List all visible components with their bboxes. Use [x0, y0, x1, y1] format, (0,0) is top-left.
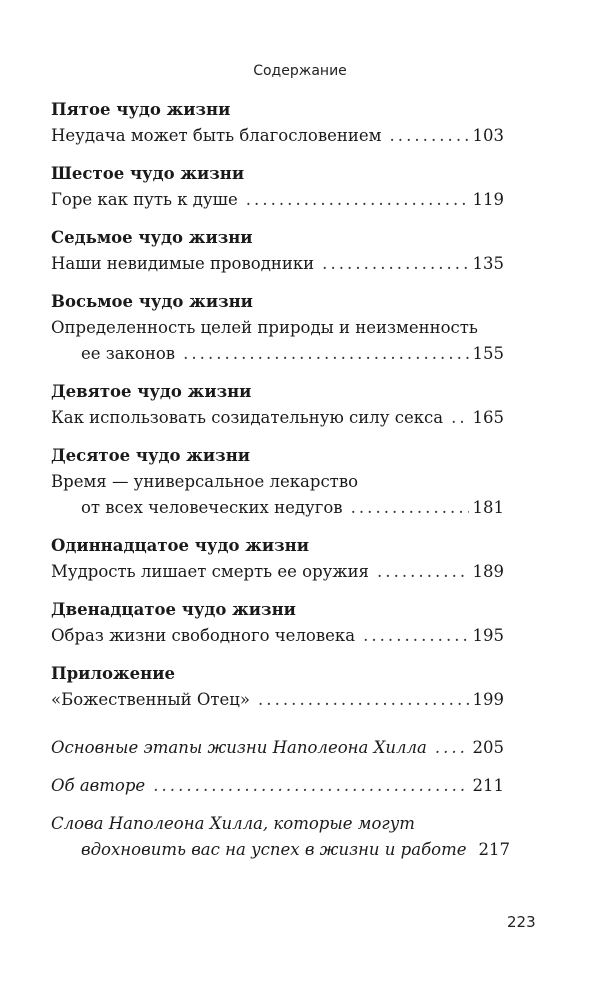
section-title: Двенадцатое чудо жизни — [51, 600, 296, 619]
entry-page: 217 — [478, 840, 510, 859]
entry-text-line1: Определенность целей природы и неизменность — [51, 318, 478, 337]
toc-extra — [51, 735, 504, 761]
entry-text: Основные этапы жизни Наполеона Хилла — [51, 738, 427, 757]
dot-leader — [363, 623, 468, 649]
entry-text: Мудрость лишает смерть ее оружия — [51, 562, 369, 581]
dot-leader — [451, 405, 468, 431]
toc-section — [51, 443, 504, 521]
dot-leader — [153, 773, 468, 799]
entry-page: 103 — [472, 126, 504, 145]
toc-section — [51, 597, 504, 649]
toc-entry[interactable] — [51, 559, 504, 585]
toc-extra — [51, 811, 510, 863]
dot-leader — [351, 495, 469, 521]
dot-leader — [258, 687, 468, 713]
toc-section — [51, 661, 504, 713]
entry-page: 119 — [472, 190, 504, 209]
toc-entry[interactable] — [51, 251, 504, 277]
toc-extra — [51, 773, 504, 799]
toc-entry[interactable] — [51, 341, 504, 367]
toc-entry[interactable] — [51, 773, 504, 799]
entry-page: 205 — [472, 738, 504, 757]
table-of-contents — [51, 97, 510, 875]
entry-page: 135 — [472, 254, 504, 273]
entry-text: от всех человеческих недугов — [81, 498, 343, 517]
entry-text: Неудача может быть благословением — [51, 126, 382, 145]
entry-page: 165 — [472, 408, 504, 427]
toc-entry[interactable] — [51, 623, 504, 649]
dot-leader — [435, 735, 469, 761]
entry-text-line1: Слова Наполеона Хилла, которые могут — [51, 814, 415, 833]
entry-text: Как использовать созидательную силу секса — [51, 408, 444, 427]
toc-entry[interactable] — [51, 687, 504, 713]
section-title: Одиннадцатое чудо жизни — [51, 536, 309, 555]
toc-entry[interactable] — [51, 735, 504, 761]
section-title: Девятое чудо жизни — [51, 382, 252, 401]
toc-section — [51, 289, 504, 367]
dot-leader — [377, 559, 469, 585]
toc-entry[interactable] — [51, 495, 504, 521]
section-title: Пятое чудо жизни — [51, 100, 231, 119]
section-title: Восьмое чудо жизни — [51, 292, 253, 311]
spacer — [51, 725, 504, 735]
entry-text-line1: Время — универсальное лекарство — [51, 472, 359, 491]
section-title: Приложение — [51, 664, 175, 683]
entry-text: ее законов — [81, 344, 176, 363]
running-head: Содержание — [253, 63, 347, 79]
toc-entry[interactable] — [51, 405, 504, 431]
entry-page: 189 — [472, 562, 504, 581]
page-number: 223 — [507, 913, 536, 931]
entry-text: «Божественный Отец» — [51, 690, 251, 709]
toc-section — [51, 97, 504, 149]
entry-text: Об авторе — [51, 776, 146, 795]
dot-leader — [183, 341, 468, 367]
entry-text: Горе как путь к душе — [51, 190, 238, 209]
toc-section — [51, 161, 504, 213]
section-title: Седьмое чудо жизни — [51, 228, 253, 247]
section-title: Десятое чудо жизни — [51, 446, 251, 465]
section-title: Шестое чудо жизни — [51, 164, 245, 183]
toc-section — [51, 379, 504, 431]
toc-section — [51, 533, 504, 585]
dot-leader — [322, 251, 468, 277]
entry-text: вдохновить вас на успех в жизни и работе — [81, 840, 467, 859]
dot-leader — [246, 187, 469, 213]
toc-entry[interactable] — [51, 837, 510, 863]
entry-text: Наши невидимые проводники — [51, 254, 315, 273]
toc-section — [51, 225, 504, 277]
entry-page: 155 — [472, 344, 504, 363]
toc-entry[interactable] — [51, 123, 504, 149]
entry-page: 199 — [472, 690, 504, 709]
entry-page: 195 — [472, 626, 504, 645]
entry-text: Образ жизни свободного человека — [51, 626, 356, 645]
entry-page: 181 — [472, 498, 504, 517]
entry-page: 211 — [472, 776, 504, 795]
dot-leader — [390, 123, 469, 149]
toc-entry[interactable] — [51, 187, 504, 213]
